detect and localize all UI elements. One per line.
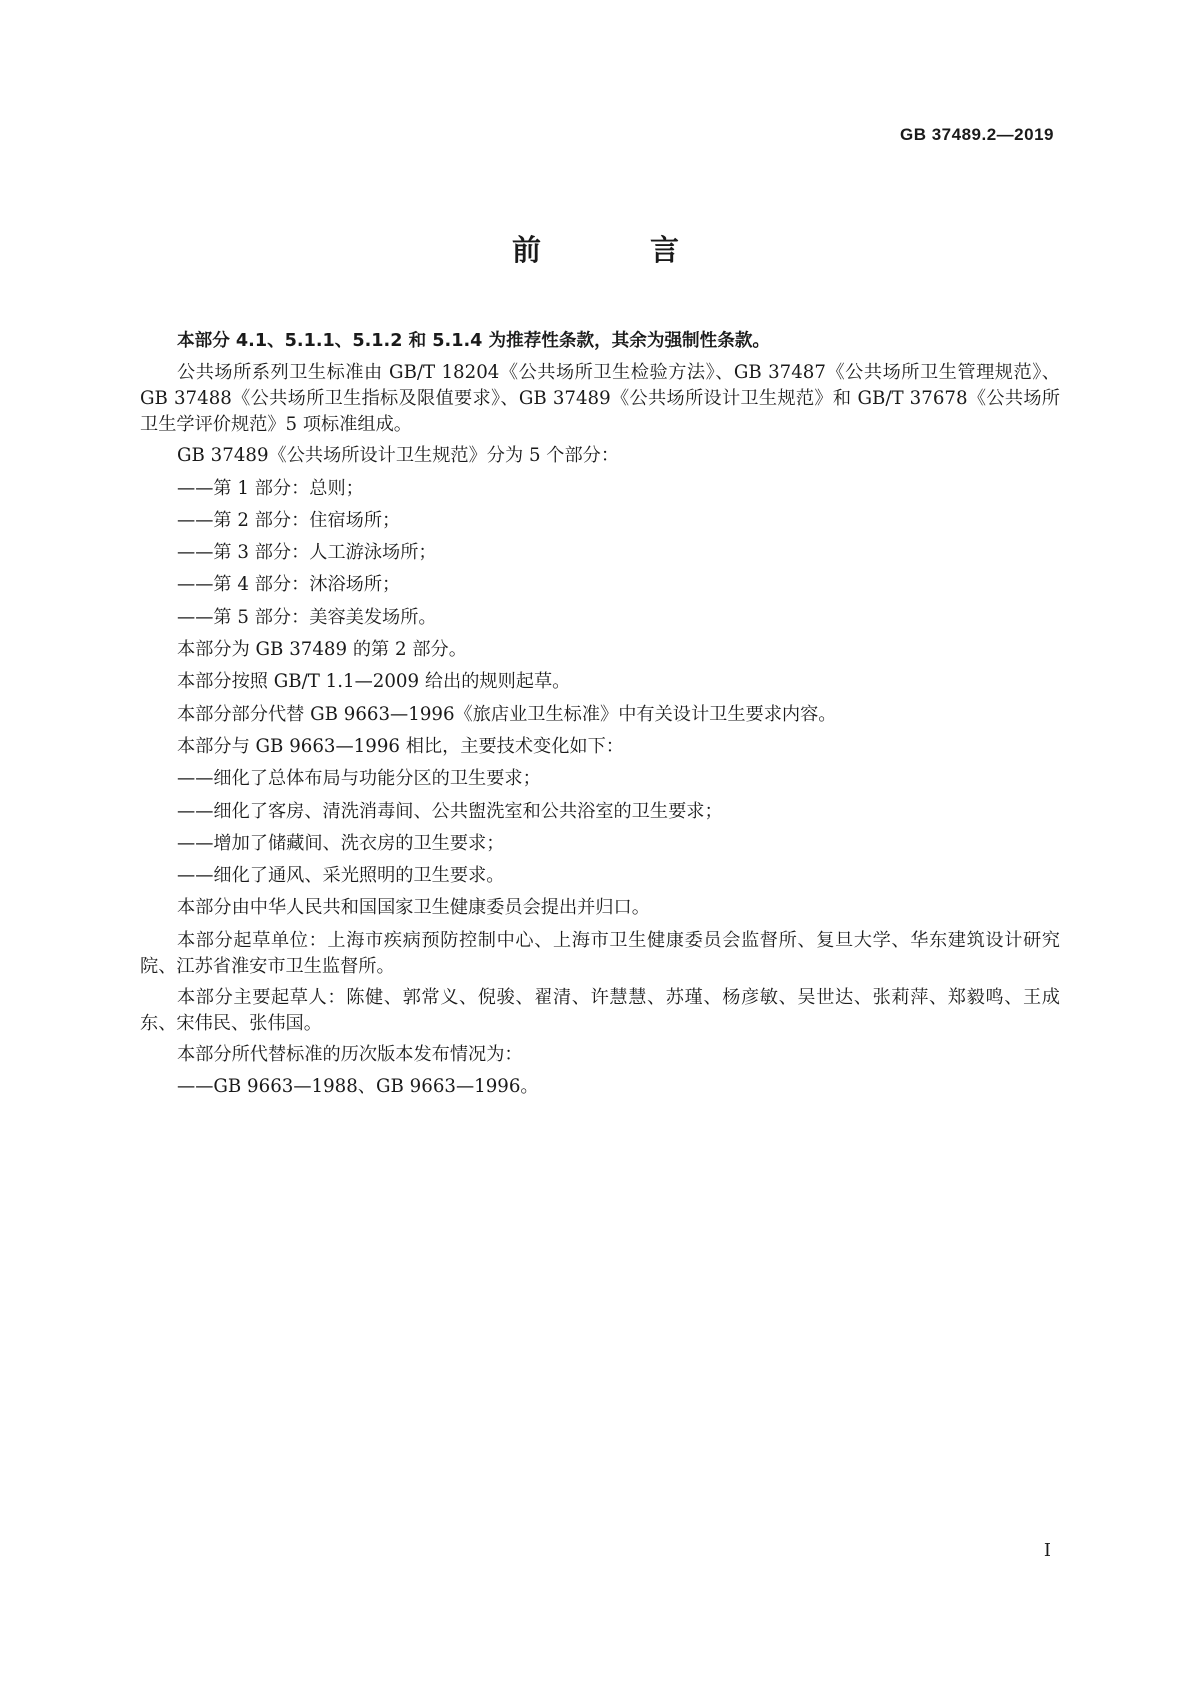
paragraph-drafting-rules: 本部分按照 GB/T 1.1—2009 给出的规则起草。	[177, 671, 571, 693]
list-item: ——细化了通风、采光照明的卫生要求。	[177, 865, 505, 887]
paragraph-proposer: 本部分由中华人民共和国国家卫生健康委员会提出并归口。	[177, 897, 650, 919]
paragraph-drafters: 本部分主要起草人：陈健、郭常义、倪骏、翟清、许慧慧、苏瑾、杨彦敏、吴世达、张莉萍、郑毅鸣、王成东、宋伟民、张伟国。	[140, 986, 1060, 1034]
document-body	[140, 328, 1060, 1106]
list-item: ——第 4 部分：沐浴场所；	[177, 574, 401, 596]
paragraph-clause-status: 本部分 4.1、5.1.1、5.1.2 和 5.1.4 为推荐性条款，其余为强制性条款。	[177, 331, 771, 351]
paragraph-changes-intro: 本部分与 GB 9663—1996 相比，主要技术变化如下：	[177, 735, 624, 757]
paragraph-series-standards: 公共场所系列卫生标准由 GB/T 18204《公共场所卫生检验方法》、GB 37487《公共场所卫生管理规范》、GB 37488《公共场所卫生指标及限值要求》、GB 37489《公共场所设计卫生规范》和 GB/T 37678《公共场所卫生学评价规范》5 项标准组成。	[140, 362, 1060, 436]
list-item: ——细化了总体布局与功能分区的卫生要求；	[177, 768, 541, 790]
page-number: I	[1043, 1540, 1051, 1561]
list-item: ——细化了客房、清洗消毒间、公共盥洗室和公共浴室的卫生要求；	[177, 800, 723, 822]
paragraph-part-number: 本部分为 GB 37489 的第 2 部分。	[177, 639, 467, 661]
list-item: ——第 1 部分：总则；	[177, 477, 364, 499]
page-title: 前 言	[511, 233, 719, 267]
list-item: ——第 3 部分：人工游泳场所；	[177, 542, 437, 564]
standard-code: GB 37489.2—2019	[900, 125, 1054, 144]
paragraph-drafting-units: 本部分起草单位：上海市疾病预防控制中心、上海市卫生健康委员会监督所、复旦大学、华东建筑设计研究院、江苏省淮安市卫生监督所。	[140, 929, 1060, 977]
paragraph-replaces: 本部分部分代替 GB 9663—1996《旅店业卫生标准》中有关设计卫生要求内容。	[177, 703, 837, 725]
list-item: ——第 5 部分：美容美发场所。	[177, 606, 437, 628]
list-item: ——增加了储藏间、洗衣房的卫生要求；	[177, 832, 505, 854]
paragraph-history-intro: 本部分所代替标准的历次版本发布情况为：	[177, 1043, 523, 1065]
list-item: ——第 2 部分：住宿场所；	[177, 509, 401, 531]
paragraph-parts-intro: GB 37489《公共场所设计卫生规范》分为 5 个部分：	[177, 445, 620, 467]
list-item: ——GB 9663—1988、GB 9663—1996。	[177, 1076, 539, 1098]
